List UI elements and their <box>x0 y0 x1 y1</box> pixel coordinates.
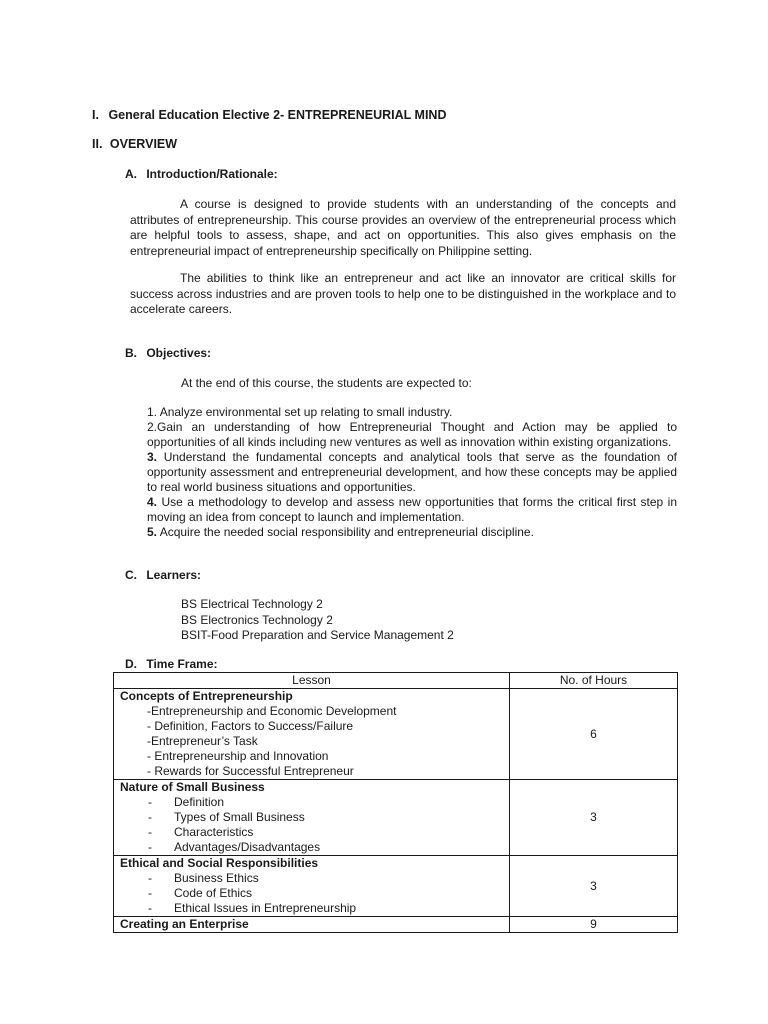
subtopic: - Ethical Issues in Entrepreneurship <box>148 901 357 915</box>
objectives-intro: At the end of this course, the students are expected to: <box>181 376 472 390</box>
objective-item: 3. Understand the fundamental concepts and analytical tools that serve as the foundation of opportunity assessment and entrepreneurial development, and how these concepts may be applied to real world business situations and opportunities. <box>147 450 677 494</box>
hours-cell: 3 <box>510 856 678 917</box>
rationale-paragraph-1 <box>130 197 676 259</box>
objectives-list <box>147 405 677 540</box>
heading-course-subtitle: - ENTREPRENEURIAL MIND <box>280 108 447 122</box>
objective-item: 2.Gain an understanding of how Entrepreneurial Thought and Action may be applied to opportunities of all kinds including new ventures as well as innovation within existing organizations. <box>147 420 677 449</box>
paragraph-text: A course is designed to provide students with an understanding of the concepts and attributes of entrepreneurship. This course provides an overview of the entrepreneurial process which are helpful tools to assess, shape, and act on opportunities. This also gives emphasis on the entrepreneurial impact of entrepreneurship specifically on Philippine setting. <box>130 197 676 258</box>
heading-course-title <box>92 108 447 122</box>
column-header-hours: No. of Hours <box>510 673 678 689</box>
learner-item: BS Electronics Technology 2 <box>181 612 333 627</box>
table-row <box>114 689 678 780</box>
subtopic: -Entrepreneur’s Task <box>147 734 258 748</box>
section-label: C. <box>125 568 137 582</box>
objective-item: 1. Analyze environmental set up relating to small industry. <box>147 405 453 419</box>
section-title: Objectives: <box>146 346 212 360</box>
section-title: Introduction/Rationale: <box>146 167 278 181</box>
rationale-paragraph-2 <box>130 271 676 318</box>
subtopic: - Definition <box>148 795 225 809</box>
section-b-title <box>125 346 211 360</box>
topic-title: Creating an Enterprise <box>120 917 249 931</box>
section-a-title <box>125 167 278 181</box>
heading-numeral: II. <box>92 137 103 151</box>
lesson-cell <box>114 689 510 780</box>
table-row <box>114 917 678 933</box>
paragraph-text: The abilities to think like an entrepreneur and act like an innovator are critical skills for success across industries and are proven tools to help one to be distinguished in the workplace and to accelerate careers. <box>130 271 676 316</box>
table-header-row <box>114 673 678 689</box>
section-label: D. <box>125 657 137 671</box>
heading-course-name: General Education Elective 2 <box>108 108 281 122</box>
subtopic: - Entrepreneurship and Innovation <box>147 749 329 763</box>
subtopic: - Definition, Factors to Success/Failure <box>147 719 354 733</box>
subtopic: - Code of Ethics <box>148 886 253 900</box>
topic-title: Nature of Small Business <box>120 780 265 794</box>
lesson-cell <box>114 856 510 917</box>
topic-title: Concepts of Entrepreneurship <box>120 689 293 703</box>
section-title: Learners: <box>146 568 202 582</box>
learners-list <box>181 597 454 644</box>
lesson-cell <box>114 917 510 933</box>
section-title: Time Frame: <box>146 657 218 671</box>
heading-overview-text: OVERVIEW <box>109 137 178 151</box>
objective-item: 4. Use a methodology to develop and assess new opportunities that forms the critical first step in moving an idea from concept to launch and implementation. <box>147 495 677 524</box>
hours-cell: 6 <box>510 689 678 780</box>
table-row <box>114 856 678 917</box>
table-row <box>114 780 678 856</box>
time-frame-table <box>113 672 678 933</box>
section-label: A. <box>125 167 137 181</box>
subtopic: - Business Ethics <box>148 871 259 885</box>
subtopic: - Advantages/Disadvantages <box>148 840 321 854</box>
objective-item: 5. Acquire the needed social responsibility and entrepreneurial discipline. <box>147 525 534 539</box>
hours-cell: 9 <box>510 917 678 933</box>
subtopic: - Characteristics <box>148 825 254 839</box>
section-label: B. <box>125 346 137 360</box>
column-header-lesson: Lesson <box>114 673 510 689</box>
learner-item: BSIT-Food Preparation and Service Management 2 <box>181 628 454 642</box>
heading-overview <box>92 137 177 151</box>
heading-numeral: I. <box>92 108 99 122</box>
section-c-title <box>125 568 201 582</box>
topic-title: Ethical and Social Responsibilities <box>120 856 319 870</box>
lesson-cell <box>114 780 510 856</box>
subtopic: -Entrepreneurship and Economic Development <box>147 704 397 718</box>
subtopic: - Rewards for Successful Entrepreneur <box>147 764 354 778</box>
hours-cell: 3 <box>510 780 678 856</box>
section-d-title <box>125 657 217 671</box>
learner-item: BS Electrical Technology 2 <box>181 597 323 611</box>
subtopic: - Types of Small Business <box>148 810 305 824</box>
